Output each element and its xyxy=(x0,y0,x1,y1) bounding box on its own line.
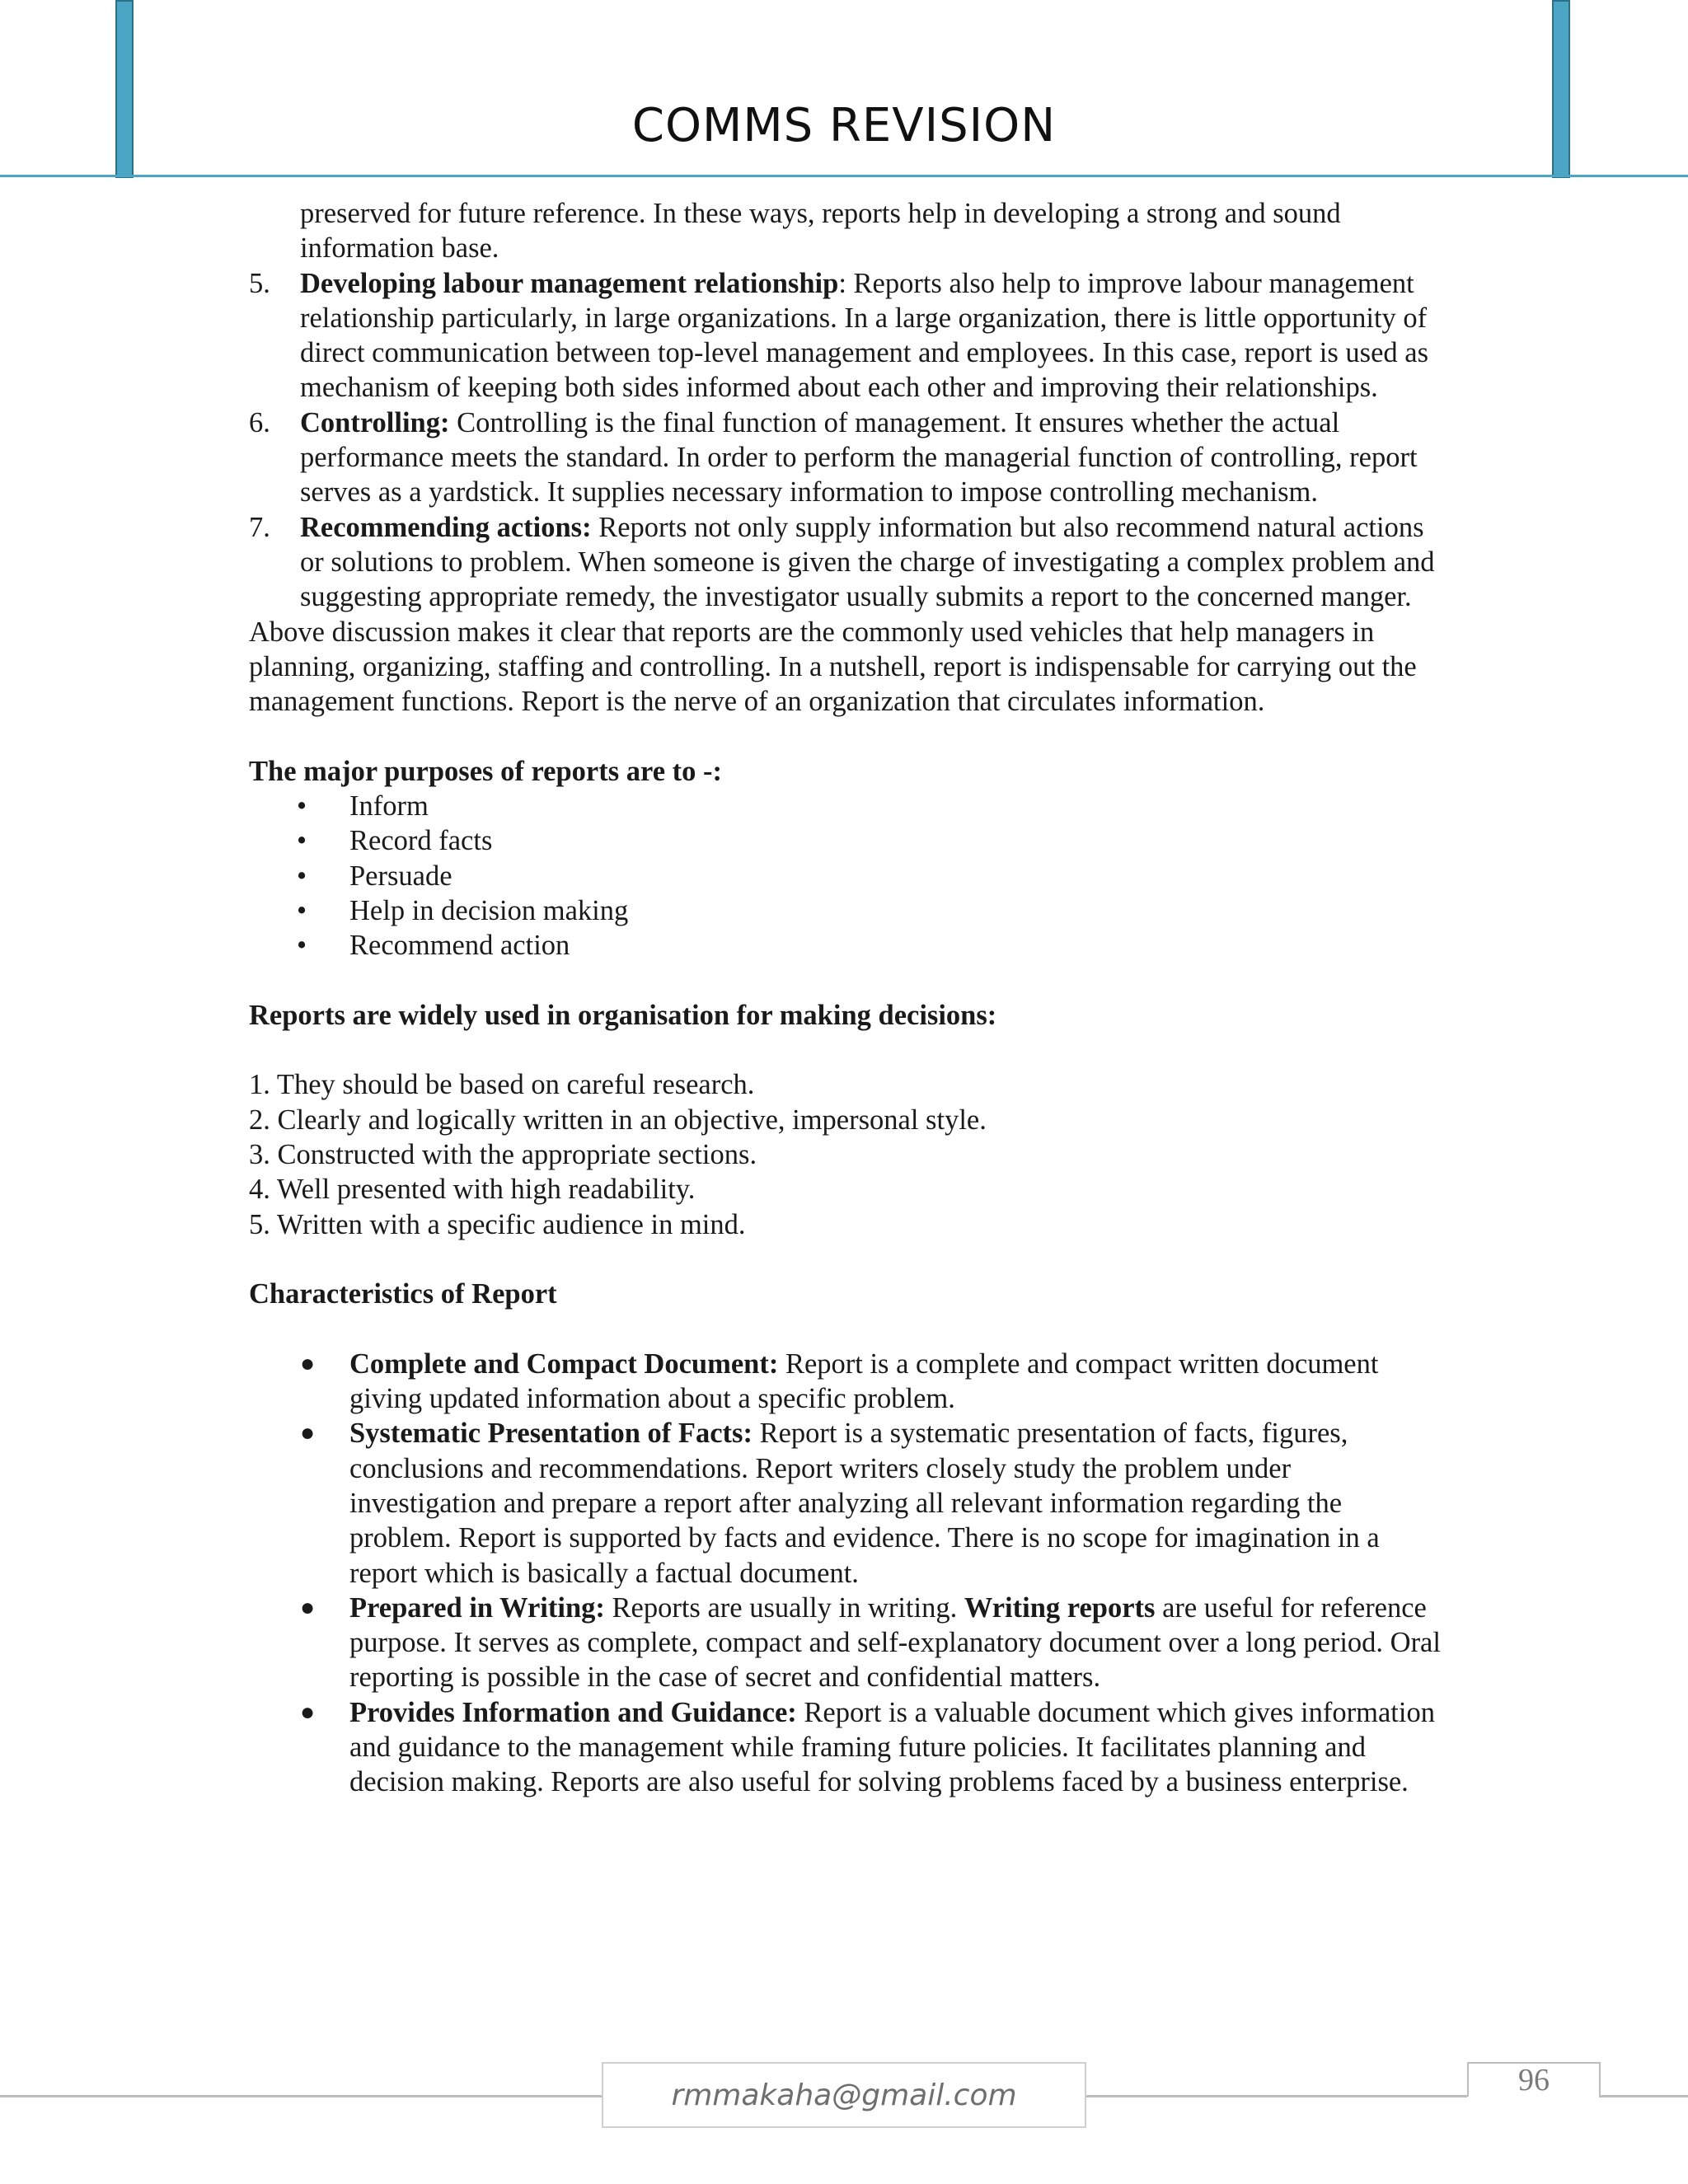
footer-email: rmmakaha@gmail.com xyxy=(602,2062,1086,2128)
characteristics-heading: Characteristics of Report xyxy=(249,1278,557,1310)
list-item: 5. Written with a specific audience in mind. xyxy=(249,1208,746,1240)
document-body xyxy=(249,196,1444,1800)
bullet-icon: • xyxy=(297,790,307,823)
item-text: Report is a complete and compact written document giving updated information about a specific problem. xyxy=(349,1347,1379,1415)
page-number: 96 xyxy=(1467,2062,1601,2097)
header-rule xyxy=(0,175,1688,177)
bullet-icon: ● xyxy=(300,1593,316,1621)
list-item xyxy=(249,1591,1444,1695)
list-item: • Recommend action xyxy=(249,928,1444,963)
item-term: Complete and Compact Document: xyxy=(349,1347,779,1380)
item-text-secondary: are useful for reference purpose. It serves as complete, compact and self-explanatory document over a long period. Oral reporting is possible in the case of secret and confidential matters. xyxy=(349,1591,1441,1694)
item-term: Controlling: xyxy=(300,406,450,438)
list-item xyxy=(249,1416,1444,1590)
list-item: 2. Clearly and logically written in an objective, impersonal style. xyxy=(249,1104,987,1136)
list-item xyxy=(249,1695,1444,1800)
bullet-icon: • xyxy=(297,860,307,892)
item-term: Systematic Presentation of Facts: xyxy=(349,1418,753,1450)
item-text: Controlling is the final function of management. It ensures whether the actual performance meets the standard. In order to perform the managerial function of controlling, report serves as a yardstick. It supplies necessary information to impose controlling mechanism. xyxy=(300,406,1418,509)
bullet-icon: • xyxy=(297,930,307,962)
list-item: • Persuade xyxy=(249,859,1444,893)
list-item: • Record facts xyxy=(249,823,1444,858)
intro-line-1: preserved for future reference. In these ways, reports help in developing a strong and sound xyxy=(300,198,1341,229)
list-item: • Inform xyxy=(249,789,1444,823)
list-item: 3. Constructed with the appropriate sections. xyxy=(249,1139,757,1171)
item-text: Reports not only supply information but also recommend natural actions or solutions to problem. When someone is given the charge of investigating a complex problem and suggesting appropriate remedy, the investigator usually submits a report to the concerned manger. xyxy=(300,511,1435,613)
item-term: Recommending actions: xyxy=(300,511,592,543)
item-term: Developing labour management relationship xyxy=(300,267,839,299)
summary-paragraph: Above discussion makes it clear that reports are the commonly used vehicles that help managers in planning, organizing, staffing and controlling. In a nutshell, report is indispensable for carrying out the management functions. Report is the nerve of an organization that circulates information. xyxy=(249,616,1417,718)
page-header-title: COMMS REVISION xyxy=(631,99,1057,152)
bullet-icon: • xyxy=(297,825,307,857)
item-number: 6. xyxy=(249,406,270,438)
characteristics-list xyxy=(249,1347,1444,1800)
purposes-list xyxy=(249,789,1444,963)
decisions-list xyxy=(249,1067,1444,1241)
item-number: 7. xyxy=(249,511,270,543)
list-item: 4. Well presented with high readability. xyxy=(249,1174,696,1206)
decisions-heading: Reports are widely used in organisation for making decisions: xyxy=(249,999,997,1031)
item-term: Provides Information and Guidance: xyxy=(349,1696,797,1728)
item-term: Prepared in Writing: xyxy=(349,1591,605,1624)
footer-rule-right xyxy=(1599,2095,1688,2097)
list-item: 1. They should be based on careful research. xyxy=(249,1069,755,1101)
item-term-secondary: Writing reports xyxy=(964,1591,1156,1624)
item-text: Report is a valuable document which gives information and guidance to the management while framing future policies. It facilitates planning and decision making. Reports are also useful for solving problems faced by a business enterprise. xyxy=(349,1696,1435,1798)
bullet-icon: ● xyxy=(300,1698,316,1726)
item-text: Reports are usually in writing. xyxy=(604,1591,964,1624)
item-text: Report is a systematic presentation of facts, figures, conclusions and recommendations. Report writers closely study the problem under investigation and prepare a report after analyzing all relevant information regarding the problem. Report is supported by facts and evidence. There is no scope for imagination in a report which is basically a factual document. xyxy=(349,1418,1380,1589)
list-item xyxy=(249,1347,1444,1417)
bullet-icon: • xyxy=(297,894,307,926)
list-item: • Help in decision making xyxy=(249,893,1444,928)
numbered-item xyxy=(249,266,1444,405)
bullet-icon: ● xyxy=(300,1349,316,1377)
bullet-icon: ● xyxy=(300,1419,316,1447)
footer-rule-middle xyxy=(1086,2095,1467,2097)
purposes-heading: The major purposes of reports are to -: xyxy=(249,755,722,787)
numbered-item xyxy=(249,405,1444,510)
numbered-item xyxy=(249,510,1444,615)
item-number: 5. xyxy=(249,267,270,299)
footer-rule-left xyxy=(0,2095,602,2097)
item-text: : Reports also help to improve labour management relationship particularly, in large organizations. In a large organization, there is little opportunity of direct communication between top-level management and employees. In this case, report is used as mechanism of keeping both sides informed about each other and improving their relationships. xyxy=(300,267,1428,404)
intro-line-2: information base. xyxy=(300,232,499,265)
continuation-paragraph xyxy=(249,196,1444,266)
